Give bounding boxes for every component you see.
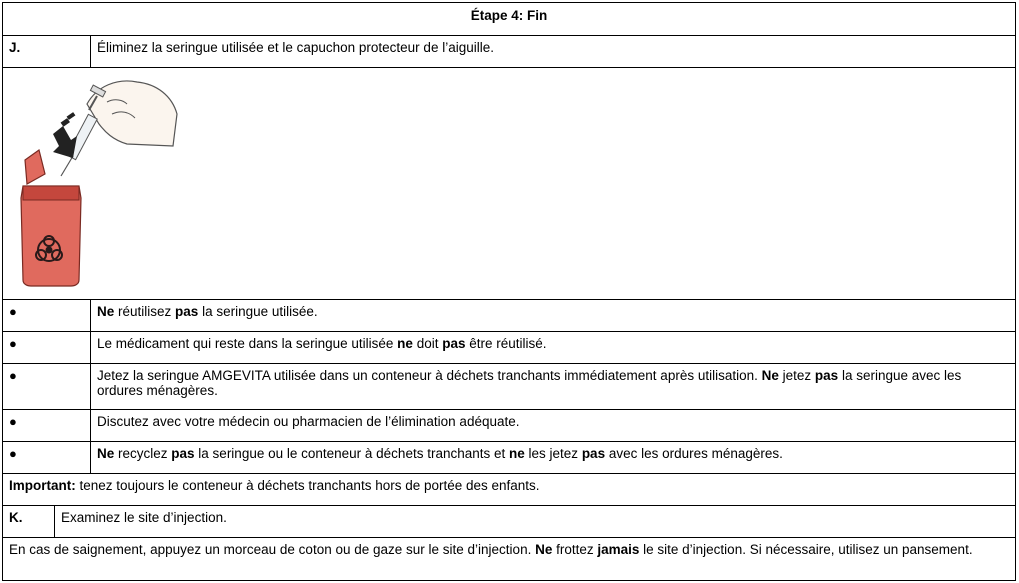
bullet-text: Jetez la seringue AMGEVITA utilisée dans un conteneur à déchets tranchants immédiatement après utilisation. Ne jetez pas la seringue avec les ordures ménagères.: [97, 368, 962, 398]
instruction-table: [2, 2, 1016, 581]
illustration-row: [3, 67, 1015, 299]
bullet-text: Discutez avec votre médecin ou pharmacien de l’élimination adéquate.: [97, 414, 520, 429]
disposal-drawing: [17, 74, 187, 289]
step-k-text: Examinez le site d’injection.: [61, 510, 227, 525]
bullet-text: Ne réutilisez pas la seringue utilisée.: [97, 304, 318, 319]
bullet-icon: ●: [3, 364, 91, 409]
step-k-label: K.: [3, 506, 55, 537]
bullet-icon: ●: [3, 410, 91, 441]
bullet-icon: ●: [3, 300, 91, 331]
bullet-row: [3, 409, 1015, 441]
down-arrow-icon: [53, 112, 77, 158]
important-row: [3, 473, 1015, 505]
section-title: Étape 4: Fin: [470, 8, 548, 23]
final-note: En cas de saignement, appuyez un morceau de coton ou de gaze sur le site d’injection. Ne frottez jamais le site d’injection. Si nécessaire, utilisez un pansement.: [9, 542, 973, 557]
bullet-icon: ●: [3, 332, 91, 363]
bullet-text: Ne recyclez pas la seringue ou le conteneur à déchets tranchants et ne les jetez pas avec les ordures ménagères.: [97, 446, 783, 461]
bullet-row: [3, 363, 1015, 409]
step-k-row: [3, 505, 1015, 537]
step-j-row: [3, 35, 1015, 67]
step-j-text: Éliminez la seringue utilisée et le capuchon protecteur de l’aiguille.: [97, 40, 494, 55]
bullet-text: Le médicament qui reste dans la seringue utilisée ne doit pas être réutilisé.: [97, 336, 547, 351]
final-row: [3, 537, 1015, 582]
step-j-label: J.: [3, 36, 91, 67]
title-row: [3, 3, 1015, 35]
syringe-disposal-illustration: [17, 74, 187, 289]
bullet-row: [3, 441, 1015, 473]
bullet-row: [3, 299, 1015, 331]
important-label: Important:: [9, 478, 76, 493]
important-note: Important: tenez toujours le conteneur à déchets tranchants hors de portée des enfants.: [9, 478, 540, 493]
bullet-row: [3, 331, 1015, 363]
container-lid: [25, 150, 45, 184]
bullet-icon: ●: [3, 442, 91, 473]
